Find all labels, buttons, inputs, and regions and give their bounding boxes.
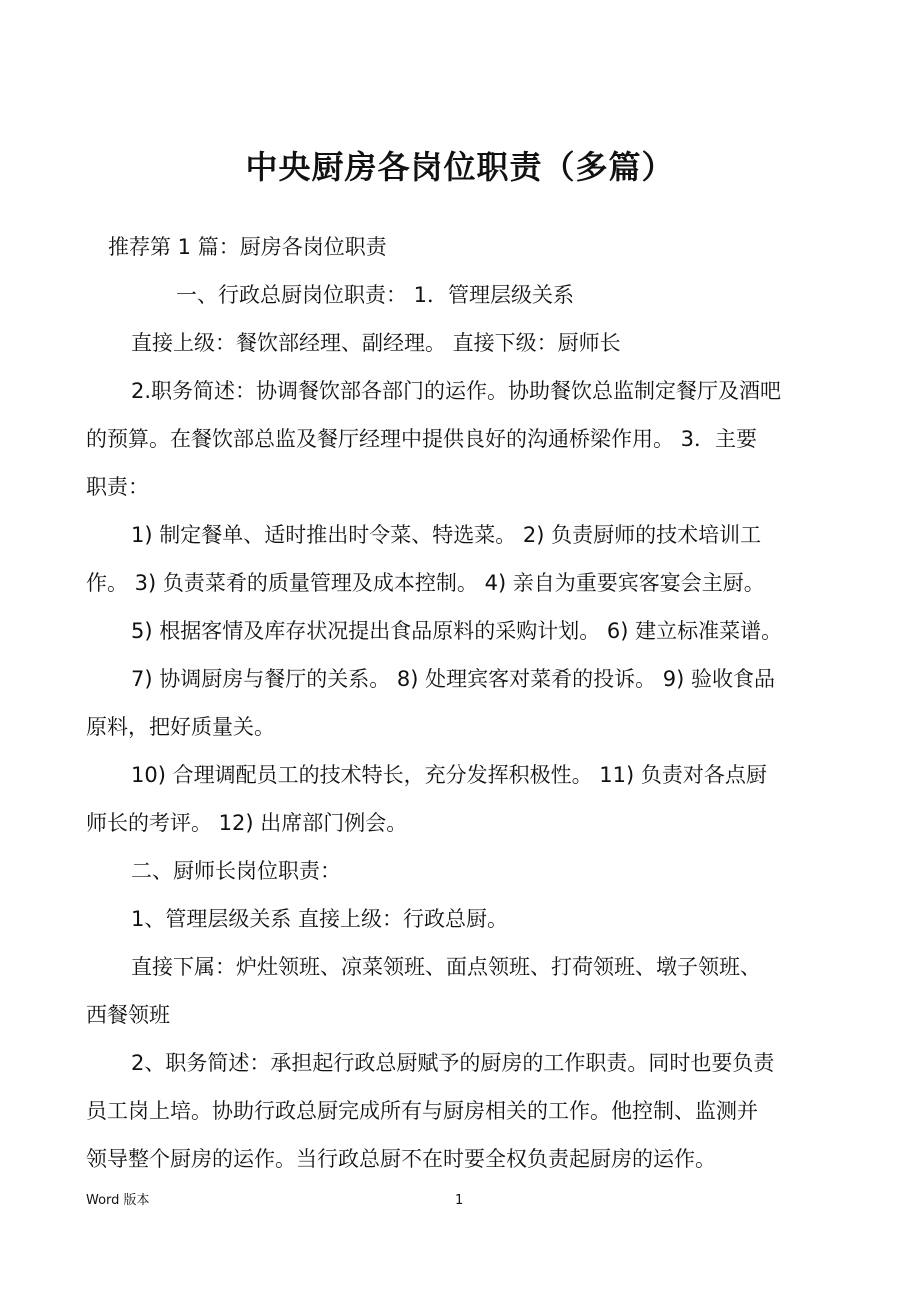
section-heading-exec-chef: 一、行政总厨岗位职责： 1．管理层级关系 [176, 283, 575, 307]
paragraph-line: 西餐领班 [86, 1003, 170, 1027]
paragraph-line: 职责： [86, 475, 149, 499]
paragraph-line: 10) 合理调配员工的技术特长，充分发挥积极性。 11) 负责对各点厨 [131, 763, 767, 787]
footer-label: Word 版本 [86, 1193, 150, 1208]
paragraph-line: 的预算。在餐饮部总监及餐厅经理中提供良好的沟通桥梁作用。 3．主要 [86, 427, 758, 451]
paragraph-line: 员工岗上培。协助行政总厨完成所有与厨房相关的工作。他控制、监测并 [86, 1099, 758, 1123]
paragraph-line: 2、职务简述：承担起行政总厨赋予的厨房的工作职责。同时也要负责 [131, 1051, 775, 1075]
paragraph-line: 作。 3) 负责菜肴的质量管理及成本控制。 4) 亲自为重要宾客宴会主厨。 [86, 571, 765, 595]
paragraph-line: 原料，把好质量关。 [86, 715, 275, 739]
section-heading-head-chef: 二、厨师长岗位职责： [131, 859, 341, 883]
paragraph-line: 师长的考评。 12) 出席部门例会。 [86, 811, 408, 835]
paragraph-line: 1) 制定餐单、适时推出时令菜、特选菜。 2) 负责厨师的技术培训工 [131, 523, 762, 547]
section-heading-recommend: 推荐第 1 篇：厨房各岗位职责 [108, 235, 387, 259]
paragraph-line: 直接上级：餐饮部经理、副经理。 直接下级：厨师长 [131, 331, 621, 355]
paragraph-line: 直接下属：炉灶领班、凉菜领班、面点领班、打荷领班、墩子领班、 [131, 955, 761, 979]
document-title: 中央厨房各岗位职责（多篇） [245, 148, 675, 186]
paragraph-line: 7) 协调厨房与餐厅的关系。 8) 处理宾客对菜肴的投诉。 9) 验收食品 [131, 667, 776, 691]
paragraph-line: 领导整个厨房的运作。当行政总厨不在时要全权负责起厨房的运作。 [86, 1147, 716, 1171]
page-number: 1 [455, 1193, 464, 1208]
paragraph-line: 2.职务简述：协调餐饮部各部门的运作。协助餐饮总监制定餐厅及酒吧 [131, 379, 782, 403]
paragraph-line: 1、管理层级关系 直接上级：行政总厨。 [131, 907, 509, 931]
paragraph-line: 5) 根据客情及库存状况提出食品原料的采购计划。 6) 建立标准菜谱。 [131, 619, 783, 643]
